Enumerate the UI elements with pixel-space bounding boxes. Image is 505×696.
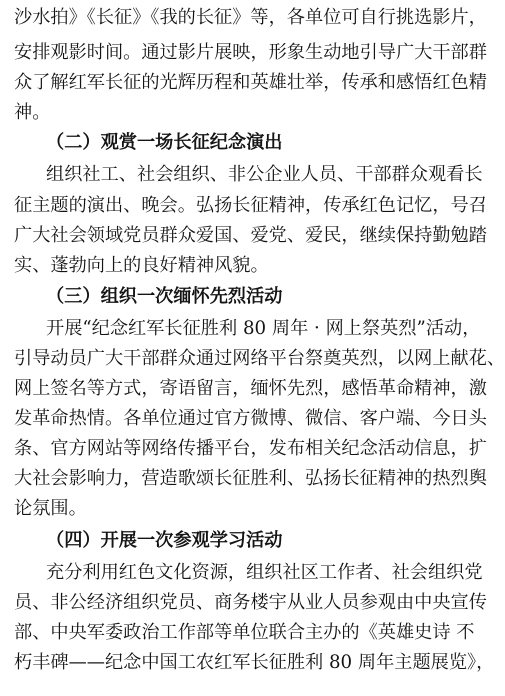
text-line-13: 条、官方网站等网络传播平台，发布相关纪念活动信息，扩 xyxy=(14,438,487,459)
text-line-16: 充分利用红色文化资源，组织社区工作者、社会组织党 xyxy=(46,562,483,583)
section-heading-4: （四）开展一次参观学习活动 xyxy=(46,530,283,551)
text-line-12: 发革命热情。各单位通过官方微博、微信、客户端、今日头 xyxy=(14,408,487,429)
text-line-14: 大社会影响力，营造歌颂长征胜利、弘扬长征精神的热烈舆 xyxy=(14,468,487,489)
text-line-9: 开展“纪念红军长征胜利 80 周年 · 网上祭英烈”活动， xyxy=(46,318,481,339)
text-line-19: 朽丰碑——纪念中国工农红军长征胜利 80 周年主题展览》， xyxy=(14,652,495,673)
text-line-11: 网上签名等方式，寄语留言，缅怀先烈，感悟革命精神，激 xyxy=(14,378,487,399)
text-line-18: 部、中央军委政治工作部等单位联合主办的《英雄史诗 不 xyxy=(14,622,475,643)
text-line-6: 征主题的演出、晚会。弘扬长征精神，传承红色记忆，号召 xyxy=(14,195,487,216)
text-line-17: 员、非公经济组织党员、商务楼宇从业人员参观由中央宣传 xyxy=(14,592,487,613)
text-line-3: 众了解红军长征的光辉历程和英雄壮举，传承和感悟红色精 xyxy=(14,72,487,93)
section-heading-2: （二）观赏一场长征纪念演出 xyxy=(46,132,283,153)
text-line-7: 广大社会领域党员群众爱国、爱党、爱民，继续保持勤勉踏 xyxy=(14,225,487,246)
text-line-2: 安排观影时间。通过影片展映，形象生动地引导广大干部群 xyxy=(14,42,487,63)
text-line-4: 神。 xyxy=(14,102,51,123)
text-line-15: 论氛围。 xyxy=(14,498,87,519)
text-line-10: 引导动员广大干部群众通过网络平台祭奠英烈，以网上献花、 xyxy=(14,348,505,369)
text-line-1: 沙水拍》《长征》《我的长征》等，各单位可自行挑选影片， xyxy=(14,7,487,28)
text-line-5: 组织社工、社会组织、非公企业人员、干部群众观看长 xyxy=(46,164,483,185)
text-line-8: 实、蓬勃向上的良好精神风貌。 xyxy=(14,255,269,276)
section-heading-3: （三）组织一次缅怀先烈活动 xyxy=(46,286,283,307)
